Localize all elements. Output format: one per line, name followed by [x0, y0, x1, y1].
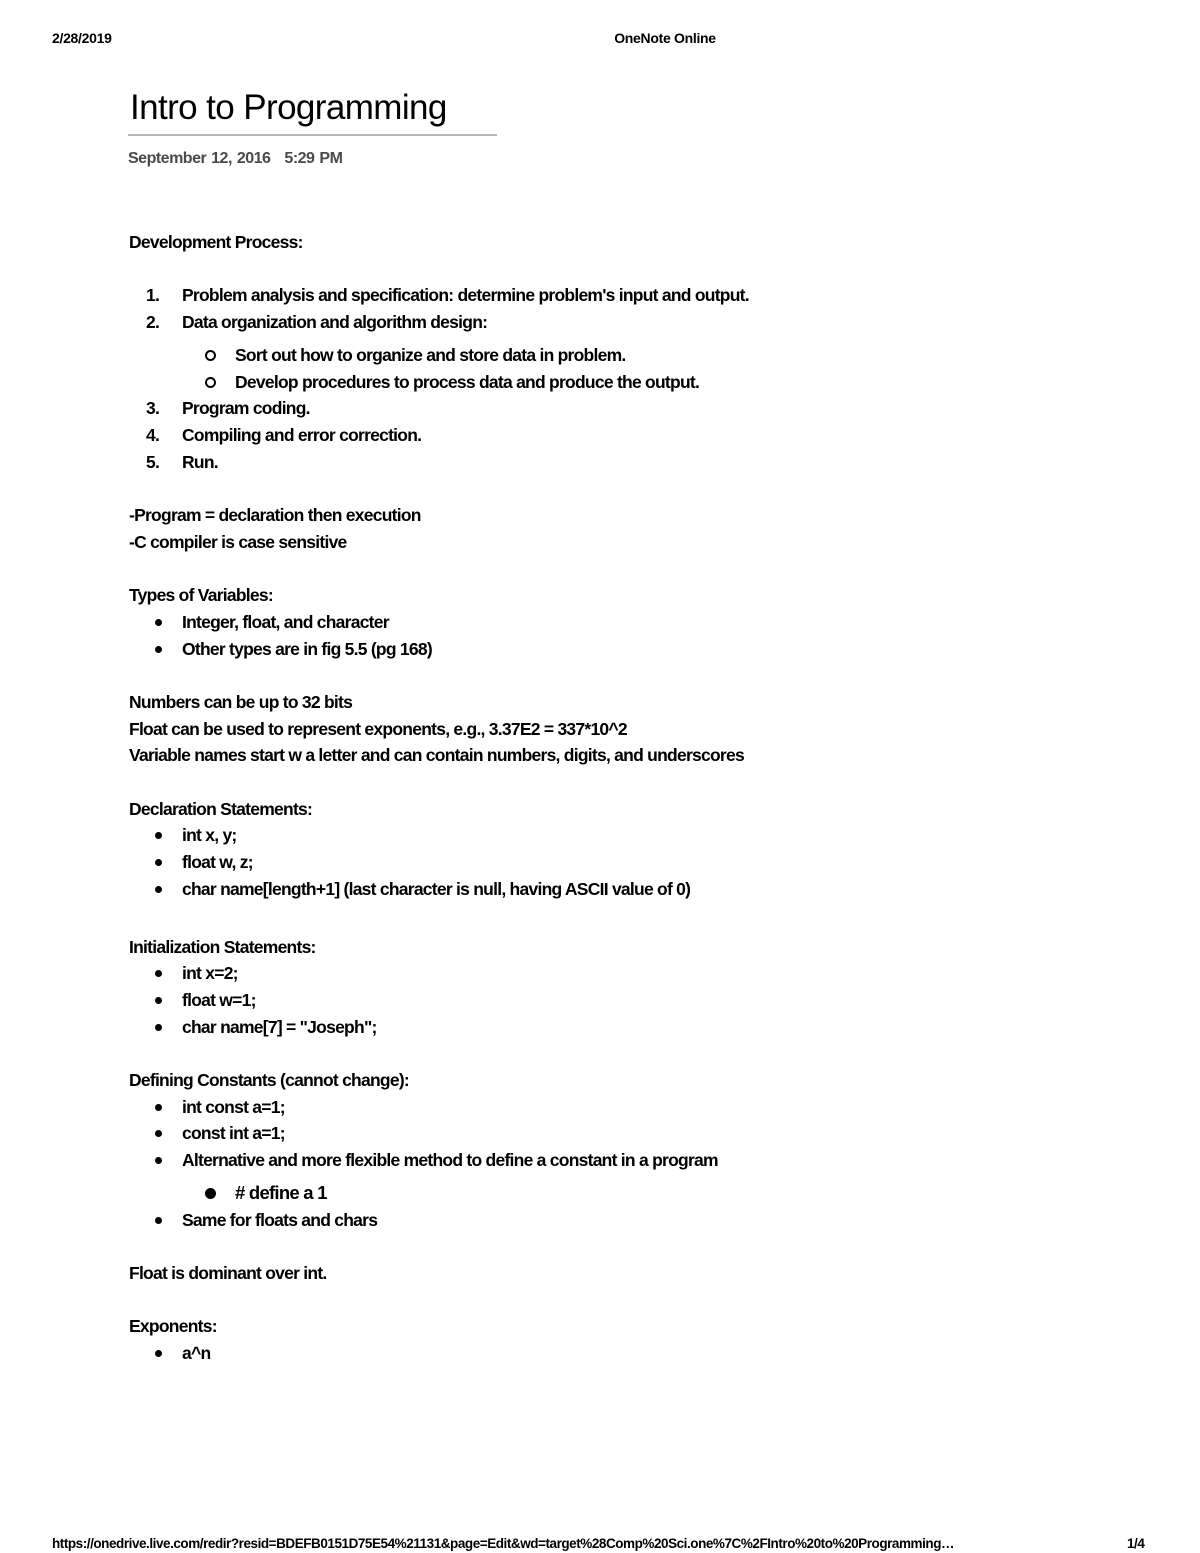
sub-list-item-text: # define a 1: [235, 1181, 327, 1203]
bullet-icon: [155, 619, 162, 626]
list-item-text: Run.: [182, 451, 218, 472]
bullet-icon: [155, 646, 162, 653]
list-number: 1.: [146, 285, 160, 306]
sub-list-item-text: Develop procedures to process data and produce the output.: [235, 371, 700, 392]
list-number: 4.: [146, 424, 160, 445]
list-item-text: float w=1;: [182, 989, 256, 1010]
bullet-icon: [155, 886, 162, 893]
bullet-icon: [155, 1130, 162, 1137]
list-item-text: Same for floats and chars: [182, 1209, 378, 1230]
section-heading: Types of Variables:: [129, 585, 273, 606]
bullet-icon: [155, 1157, 162, 1164]
list-item-text: Integer, float, and character: [182, 611, 389, 632]
bullet-list: [129, 822, 769, 902]
section-heading: Exponents:: [129, 1316, 217, 1337]
list-item: [129, 1147, 769, 1206]
list-item-text: int const a=1;: [182, 1096, 285, 1117]
list-number: 3.: [146, 398, 160, 419]
note-line: -C compiler is case sensitive: [129, 531, 347, 552]
page-title: Intro to Programming: [130, 88, 447, 127]
note-line: Numbers can be up to 32 bits: [129, 691, 353, 712]
list-item-text: char name[7] = "Joseph";: [182, 1016, 377, 1037]
hollow-bullet-icon: [205, 377, 216, 388]
list-item: [129, 987, 769, 1014]
bullet-list: [129, 1340, 769, 1367]
sub-list-item: [129, 369, 769, 396]
note-line: Float can be used to represent exponents, e.g., 3.37E2 = 337*10^2: [129, 718, 627, 739]
list-item-text: int x, y;: [182, 825, 237, 846]
bullet-icon: [155, 1350, 162, 1357]
list-item: [129, 1094, 769, 1121]
list-item-text: int x=2;: [182, 963, 238, 984]
list-item-text: Compiling and error correction.: [182, 424, 422, 445]
print-url: https://onedrive.live.com/redir?resid=BDEFB0151D75E54%21131&page=Edit&wd=target%28Comp%20Sci.one%7C%2FIntro%20to%20Programming…: [52, 1536, 955, 1551]
list-item: [129, 1340, 769, 1367]
hollow-bullet-icon: [205, 350, 216, 361]
list-item-text: a^n: [182, 1343, 211, 1363]
section-heading: Defining Constants (cannot change):: [129, 1070, 409, 1090]
list-item: [129, 395, 769, 422]
list-item-text: char name[length+1] (last character is null, having ASCII value of 0): [182, 878, 691, 899]
bullet-list: [129, 1094, 769, 1234]
section-heading: Development Process:: [129, 232, 303, 252]
list-item-text: Data organization and algorithm design:: [182, 312, 488, 333]
sub-list-item: [129, 342, 769, 369]
hollow-bullet-icon: [205, 1188, 216, 1199]
bullet-icon: [155, 970, 162, 977]
bullet-icon: [155, 997, 162, 1004]
list-item-text: Problem analysis and specification: determine problem's input and output.: [182, 285, 749, 306]
list-item: [129, 282, 769, 309]
list-item: [129, 609, 769, 636]
note-line: -Program = declaration then execution: [129, 505, 421, 525]
numbered-list: [129, 282, 769, 475]
section-heading: Initialization Statements:: [129, 936, 316, 957]
list-item-text: Program coding.: [182, 398, 310, 419]
page-time-text: 5:29 PM: [284, 150, 343, 167]
list-item-text: const int a=1;: [182, 1123, 285, 1144]
sub-list-item: [129, 1180, 769, 1207]
list-item: [129, 449, 769, 476]
list-item-text: Other types are in fig 5.5 (pg 168): [182, 638, 432, 659]
sub-list: [129, 336, 769, 395]
note-line: Float is dominant over int.: [129, 1262, 327, 1283]
page-date: [128, 150, 342, 168]
list-item: [129, 1207, 769, 1234]
bullet-icon: [155, 1217, 162, 1224]
list-item: [129, 636, 769, 663]
list-item: [129, 876, 769, 903]
bullet-icon: [155, 1104, 162, 1111]
list-item: [129, 849, 769, 876]
list-number: 2.: [146, 312, 160, 333]
page-date-text: September 12, 2016: [128, 150, 271, 167]
print-app-name: OneNote Online: [614, 30, 716, 46]
note-line: Variable names start w a letter and can contain numbers, digits, and underscores: [129, 745, 744, 766]
sub-list-item-text: Sort out how to organize and store data in problem.: [235, 344, 626, 365]
list-item: [129, 1120, 769, 1147]
bullet-list: [129, 960, 769, 1040]
list-item: [129, 822, 769, 849]
list-item-text: Alternative and more flexible method to define a constant in a program: [182, 1150, 718, 1171]
list-item: [129, 1014, 769, 1041]
note-body: [129, 229, 769, 1367]
print-page-number: 1/4: [1127, 1536, 1145, 1551]
bullet-icon: [155, 1024, 162, 1031]
list-item-text: float w, z;: [182, 852, 253, 873]
list-item: [129, 422, 769, 449]
bullet-icon: [155, 832, 162, 839]
list-item: [129, 960, 769, 987]
list-item: [129, 309, 769, 395]
bullet-icon: [155, 859, 162, 866]
title-underline: [128, 134, 497, 136]
list-number: 5.: [146, 451, 160, 472]
print-date: 2/28/2019: [52, 30, 112, 46]
section-heading: Declaration Statements:: [129, 798, 313, 819]
bullet-list: [129, 609, 769, 662]
sub-list: [129, 1174, 769, 1207]
